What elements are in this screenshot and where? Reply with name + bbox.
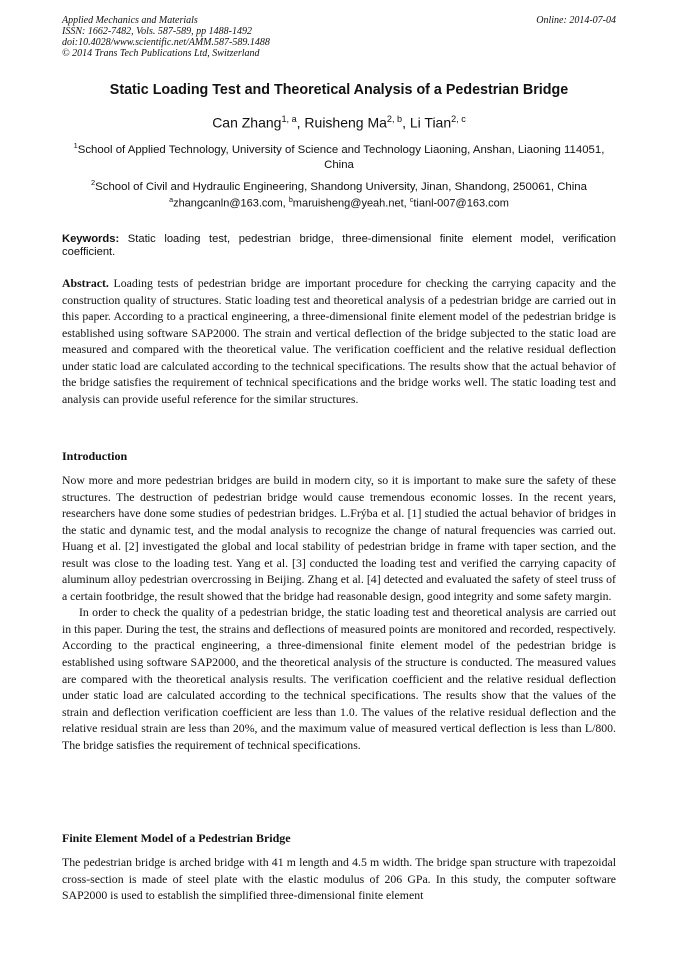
abstract-text: Loading tests of pedestrian bridge are important procedure for checking the carrying capacity and the construction quality of structures. Static loading test and theoretical analysis of a pedestrian bridge are carried out in this paper. According to a practical engineering, a three-dimensional finite element model of the pedestrian bridge is established using software SAP2000. The strain and vertical deflection of the bridge subjected to the static load are measured and compared with the theoretical value. The verification coefficient and the relative residual deflection under static load are calculated according to the technical specifications. The results show that the actual behavior of the bridge satisfies the requirement of technical specifications and the bridge works well. The static loading test and analysis can provide useful reference for the similar structures. (62, 276, 616, 406)
author-superscript: 1, a (281, 114, 297, 124)
email-address: tianl-007@163.com (413, 197, 509, 210)
email-superscript: b (288, 196, 293, 204)
paper-title: Static Loading Test and Theoretical Analysis of a Pedestrian Bridge (109, 82, 569, 98)
author-superscript: 2, c (451, 114, 466, 124)
online-date: Online: 2014-07-04 (536, 15, 616, 26)
abstract-label: Abstract. (62, 276, 109, 290)
copyright-line: © 2014 Trans Tech Publications Ltd, Switzerland (62, 48, 260, 59)
email-list (62, 196, 616, 210)
affiliation-text: School of Civil and Hydraulic Engineering, Shandong University, Jinan, Shandong, 250061, China (95, 180, 587, 193)
issn-line: ISSN: 1662-7482, Vols. 587-589, pp 1488-1492 (62, 26, 252, 37)
doi-line: doi:10.4028/www.scientific.net/AMM.587-589.1488 (62, 37, 270, 48)
paragraph: Now more and more pedestrian bridges are build in modern city, so it is important to make sure the safety of these structures. The destruction of pedestrian bridge would cause tremendous economic losses. In the recent years, researchers have done some studies of pedestrian bridges. L.Frýba et al. [1] studied the actual behavior of bridges in the static and dynamic test, and the modal analysis to recognize the change of natural frequencies was carried out. Huang et al. [2] investigated the global and local stability of pedestrian bridge in frame with taper section, and the result was close to the loading test. Yang et al. [3] conducted the loading test and verified the carrying capacity of aluminum alloy pedestrian overcrossing in Beijing. Zhang et al. [4] detected and evaluated the safety of steel truss of a certain footbridge, the result showed that the bridge had reasonable design, good integrity and some safety margin. (62, 473, 616, 603)
affiliation-2 (62, 175, 616, 195)
paragraph: The pedestrian bridge is arched bridge with 41 m length and 4.5 m width. The bridge span structure with trapezoidal cross-section is made of steel plate with the elastic modulus of 206 GPa. In this study, the computer software SAP2000 is used to establish the simplified three-dimensional finite element (62, 855, 616, 903)
affiliation-superscript: 1 (73, 141, 78, 150)
email-superscript: a (169, 196, 174, 204)
journal-name: Applied Mechanics and Materials (62, 15, 198, 26)
author-superscript: 2, b (386, 114, 403, 124)
keywords-label: Keywords: (62, 233, 120, 245)
introduction-body (62, 472, 616, 753)
abstract (62, 275, 616, 407)
section-heading-fem: Finite Element Model of a Pedestrian Bridge (62, 831, 291, 845)
author-name: Li Tian (409, 114, 452, 131)
email-superscript: c (409, 196, 414, 204)
section-heading-introduction: Introduction (62, 449, 128, 463)
author-list: Can Zhang$^{1, a}$, Ruisheng Ma$^{2, b}$, Li Tian$^{2, c}$ (212, 114, 466, 131)
email-address: zhangcanln@163.com, (173, 197, 289, 210)
keywords (62, 233, 616, 259)
author-name: Ruisheng Ma (304, 114, 387, 131)
affiliation-1 (62, 138, 616, 173)
affiliation-text: School of Applied Technology, University of Science and Technology Liaoning, Anshan, Liaoning 114051, China (77, 143, 605, 171)
journal-header (62, 15, 616, 59)
fem-body (62, 854, 616, 904)
affiliation-superscript: 2 (91, 178, 96, 187)
paragraph: In order to check the quality of a pedestrian bridge, the static loading test and theoretical analysis are carried out in this paper. During the test, the strains and deflections of measured points are monitored and recorded, respectively. According to the practical engineering, a three-dimensional finite element model of the pedestrian bridge is established using software SAP2000, and the theoretical analysis of the structure is conducted. The measured values are compared with the theoretical analysis results. The verification coefficient and the relative residual deflection under static load are calculated according to the technical specifications. The results show that the values of the strain and deflection verification coefficient are less than 1.0. The values of the relative residual deflection and the relative residual strain are less than 20%, and the maximum value of measured vertical deflection is less than L/800. The bridge satisfies the requirement of technical specifications. (62, 605, 616, 752)
author-name: Can Zhang (212, 114, 282, 131)
email-address: maruisheng@yeah.net, (292, 197, 410, 210)
keywords-text: Static loading test, pedestrian bridge, three-dimensional finite element model, verification coefficient. (62, 233, 616, 258)
